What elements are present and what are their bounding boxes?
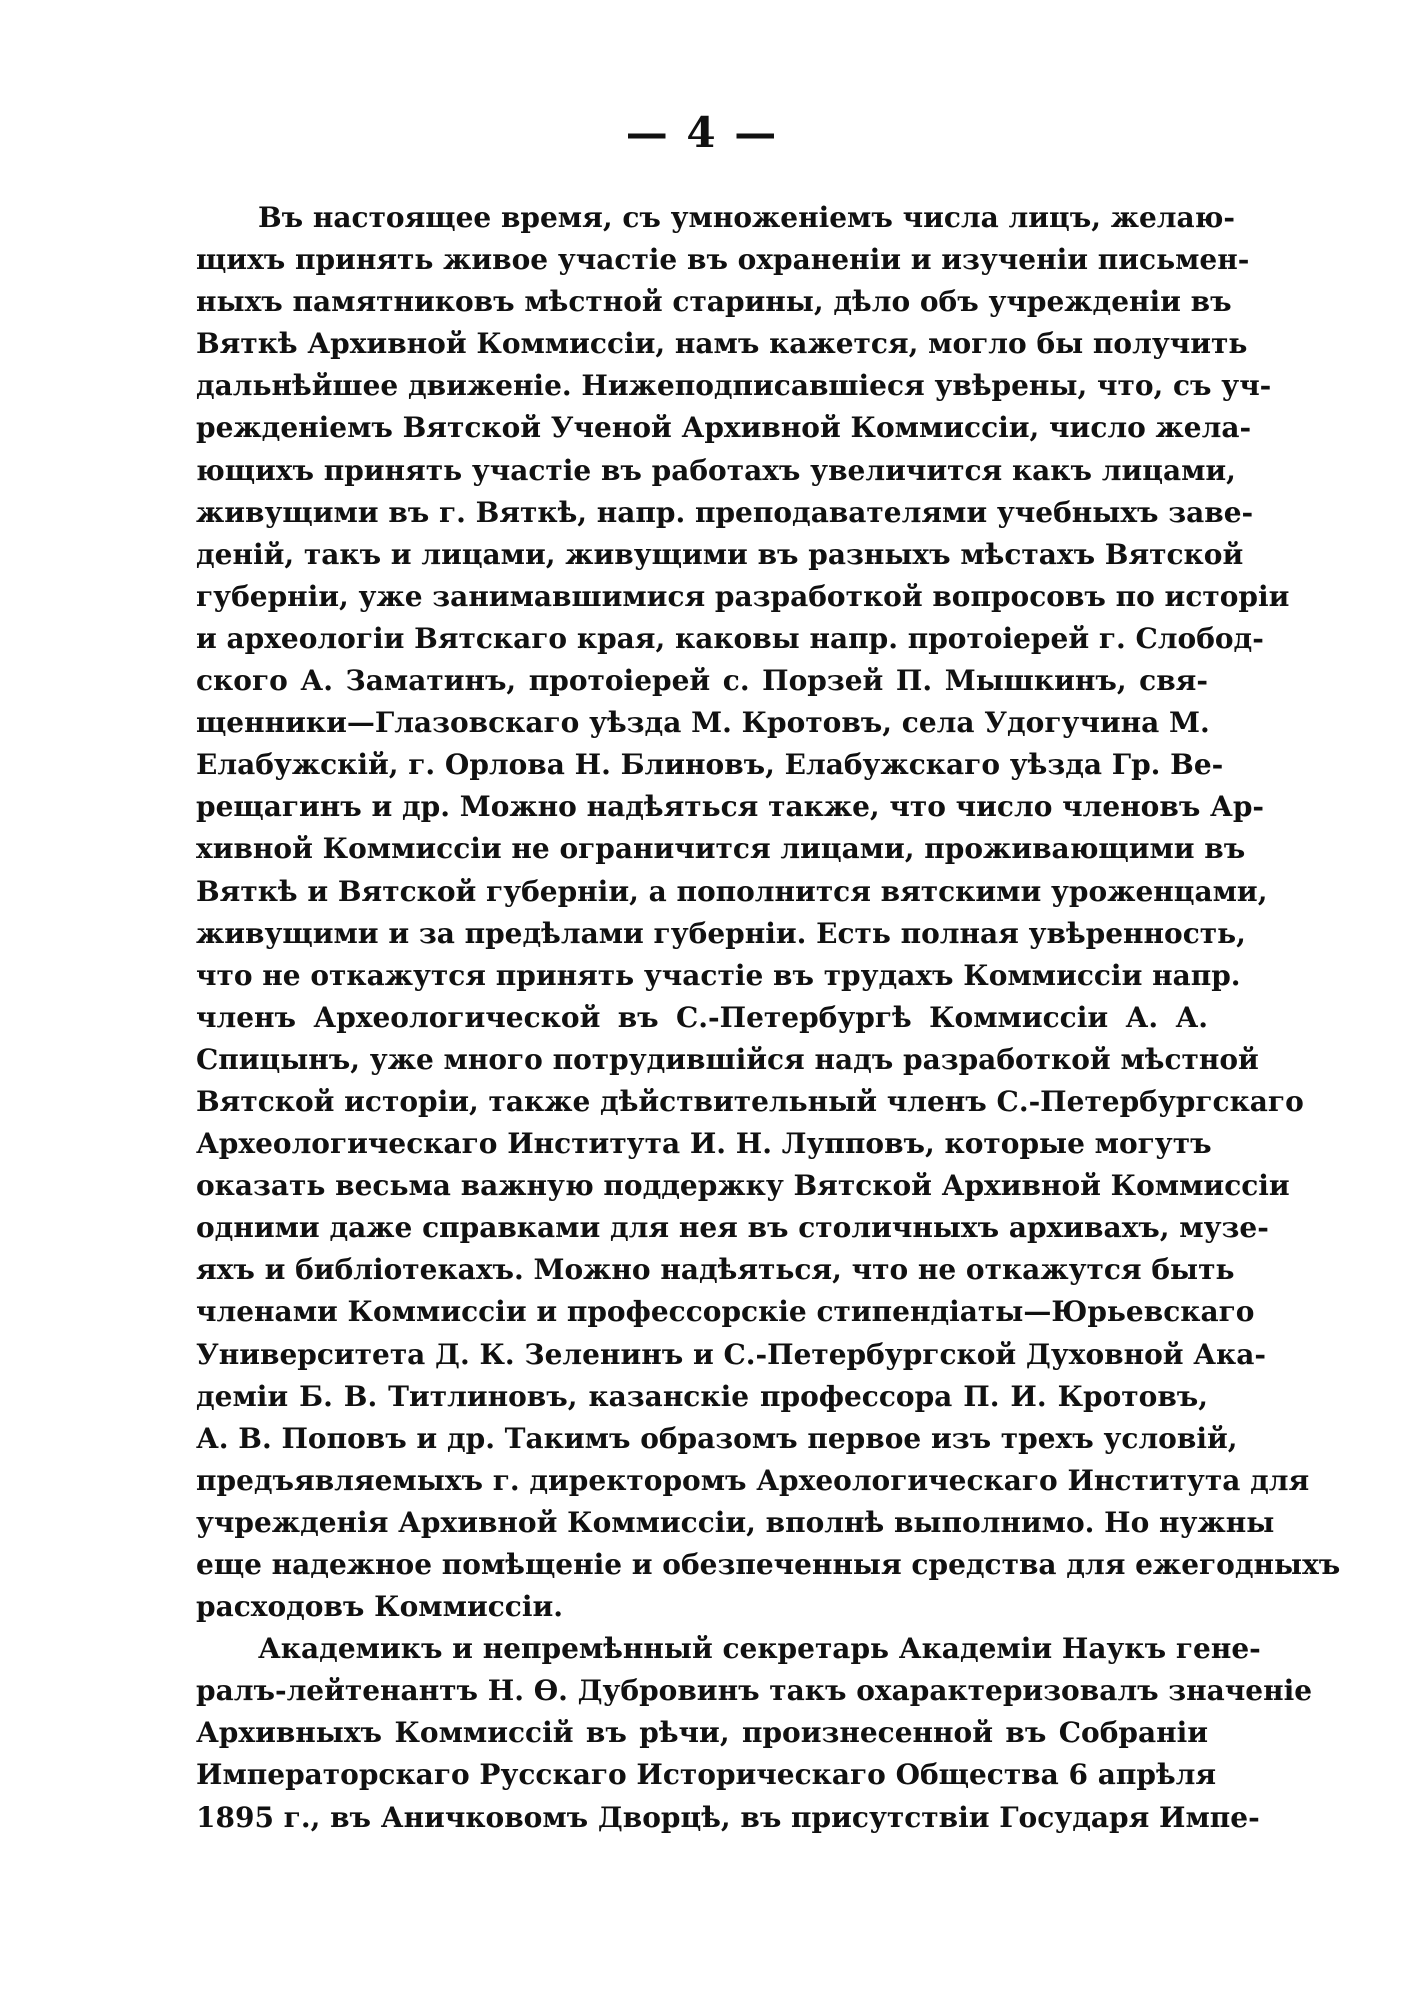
text-line: членами Коммиссіи и профессорскіе стипендіаты—Юрьевскаго <box>196 1295 1255 1329</box>
text-line: живущими и за предѣлами губерніи. Есть полная увѣренность, <box>196 916 1246 950</box>
text-line: ныхъ памятниковъ мѣстной старины, дѣло объ учрежденіи въ <box>196 285 1232 319</box>
text-line: губерніи, уже занимавшимися разработкой вопросовъ по исторіи <box>196 579 1290 613</box>
text-line: Археологическаго Института И. Н. Луппoвъ, которые могутъ <box>196 1127 1212 1161</box>
text-line: щенники—Глазовскаго уѣзда М. Кротовъ, села Удогучина М. <box>196 706 1210 740</box>
text-line: яхъ и библіотекахъ. Можно надѣяться, что не откажутся быть <box>196 1253 1235 1287</box>
text-line: живущими въ г. Вяткѣ, напр. преподавателями учебныхъ заве- <box>196 495 1254 529</box>
text-line: щихъ принять живое участіе въ охраненіи и изученіи письмен- <box>196 243 1250 277</box>
text-line: деміи Б. В. Титлиновъ, казанскіе профессора П. И. Кротовъ, <box>196 1379 1208 1413</box>
text-line: еще надежное помѣщеніе и обезпеченныя средства для ежегодныхъ <box>196 1548 1341 1581</box>
text-line: членъ Археологической въ С.-Петербургѣ Коммиссіи А. А. <box>196 1000 1208 1034</box>
text-line: хивной Коммиссіи не ограничится лицами, проживающими въ <box>196 832 1246 866</box>
text-line: Вяткѣ и Вятской губерніи, а пополнится вятскими уроженцами, <box>196 874 1268 908</box>
body-text <box>196 197 1341 1839</box>
text-line: Спицынъ, уже много потрудившійся надъ разработкой мѣстной <box>196 1042 1259 1076</box>
text-line: ского А. Заматинъ, протоіерей с. Порзей П. Мышкинъ, свя- <box>196 664 1208 698</box>
text-line: ющихъ принять участіе въ работахъ увеличится какъ лицами, <box>196 453 1236 487</box>
text-line: расходовъ Коммиссіи. <box>196 1590 563 1624</box>
paragraph-1 <box>196 197 1341 1628</box>
text-line: ралъ-лейтенантъ Н. Ѳ. Дубровинъ такъ охарактеризовалъ значеніе <box>196 1674 1313 1708</box>
text-line: оказать весьма важную поддержку Вятской Архивной Коммиссіи <box>196 1169 1290 1203</box>
text-line: и археологіи Вятскаго края, каковы напр. протоіерей г. Слобод- <box>196 621 1264 655</box>
text-line: дальнѣйшее движеніе. Нижеподписавшіеся увѣрены, что, съ уч- <box>196 369 1272 403</box>
text-line: деній, такъ и лицами, живущими въ разныхъ мѣстахъ Вятской <box>196 537 1244 571</box>
text-line: Академикъ и непремѣнный секретарь Академіи Наукъ гене- <box>258 1632 1261 1666</box>
text-line: что не откажутся принять участіе въ трудахъ Коммиссіи напр. <box>196 958 1241 992</box>
paragraph-2 <box>196 1628 1313 1838</box>
text-line: учрежденія Архивной Коммиссіи, вполнѣ выполнимо. Но нужны <box>196 1505 1275 1539</box>
text-line: Вяткѣ Архивной Коммиссіи, намъ кажется, могло бы получить <box>196 327 1248 361</box>
text-line: 1895 г., въ Аничковомъ Дворцѣ, въ присутствіи Государя Импе- <box>196 1800 1260 1834</box>
text-line: Въ настоящее время, съ умноженіемъ числа лицъ, желаю- <box>258 201 1236 234</box>
text-line: Елабужскій, г. Орлова Н. Блиновъ, Елабужскаго уѣзда Гр. Ве- <box>196 748 1224 782</box>
text-line: режденіемъ Вятской Ученой Архивной Коммиссіи, число жела- <box>196 411 1252 445</box>
text-line: А. В. Поповъ и др. Такимъ образомъ первое изъ трехъ условій, <box>196 1421 1238 1455</box>
text-line: Архивныхъ Коммиссій въ рѣчи, произнесенной въ Собраніи <box>196 1716 1208 1750</box>
page-number: — 4 — <box>625 108 779 157</box>
text-line: Университета Д. К. Зеленинъ и С.-Петербургской Духовной Ака- <box>196 1337 1267 1371</box>
text-line: рещагинъ и др. Можно надѣяться также, что число членовъ Ар- <box>196 790 1265 824</box>
text-line: предъявляемыхъ г. директоромъ Археологическаго Института для <box>196 1463 1310 1497</box>
text-line: Императорскаго Русскаго Историческаго Общества 6 апрѣля <box>196 1758 1217 1792</box>
text-line: Вятской исторіи, также дѣйствительный членъ С.-Петербургскаго <box>196 1084 1304 1118</box>
text-line: одними даже справками для нея въ столичныхъ архивахъ, музе- <box>196 1211 1269 1245</box>
